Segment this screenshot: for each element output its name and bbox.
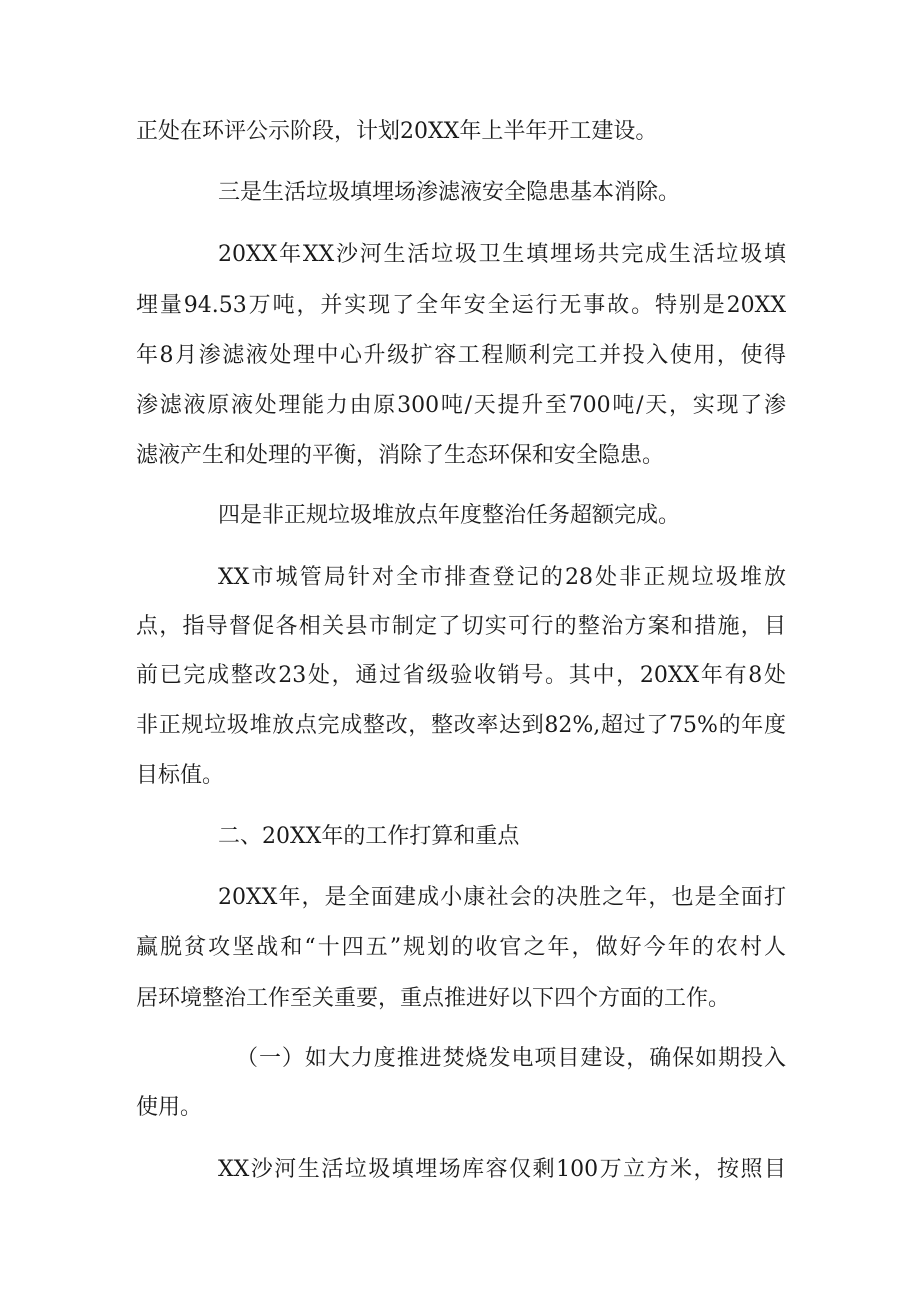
paragraph-line: 点，指导督促各相关县市制定了切实可行的整治方案和措施，目 [136,614,786,639]
paragraph-line: XX市城管局针对全市排查登记的28处非正规垃圾堆放 [218,565,786,590]
paragraph-line: 正处在环评公示阶段，计划20XX年上半年开工建设。 [136,119,658,144]
paragraph-line: 渗滤液原液处理能力由原300吨/天提升至700吨/天，实现了渗 [136,393,786,418]
paragraph-line: 目标值。 [136,763,225,788]
paragraph-line: 年8月渗滤液处理中心升级扩容工程顺利完工并投入使用，使得 [136,343,786,368]
section-heading: 四是非正规垃圾堆放点年度整治任务超额完成。 [218,503,681,528]
paragraph-line: XX沙河生活垃圾填埋场库容仅剩100万立方米，按照目 [218,1157,786,1182]
paragraph-line: 前已完成整改23处，通过省级验收销号。其中，20XX年有8处 [136,663,786,688]
paragraph-line: 20XX年XX沙河生活垃圾卫生填埋场共完成生活垃圾填 [218,242,786,267]
paragraph-line: 埋量94.53万吨，并实现了全年安全运行无事故。特别是20XX [136,293,786,318]
subsection-heading: （一）如大力度推进焚烧发电项目建设，确保如期投入 [236,1046,786,1071]
subsection-heading-continued: 使用。 [136,1095,203,1120]
section-heading: 二、20XX年的工作打算和重点 [218,824,520,849]
paragraph-line: 非正规垃圾堆放点完成整改，整改率达到82%,超过了75%的年度 [136,713,786,738]
paragraph-line: 滤液产生和处理的平衡，消除了生态环保和安全隐患。 [136,443,665,468]
paragraph-line: 赢脱贫攻坚战和“十四五”规划的收官之年，做好今年的农村人 [136,935,786,960]
section-heading: 三是生活垃圾填埋场渗滤液安全隐患基本消除。 [218,180,681,205]
paragraph-line: 20XX年，是全面建成小康社会的决胜之年，也是全面打 [218,885,786,910]
paragraph-line: 居环境整治工作至关重要，重点推进好以下四个方面的工作。 [136,986,731,1011]
